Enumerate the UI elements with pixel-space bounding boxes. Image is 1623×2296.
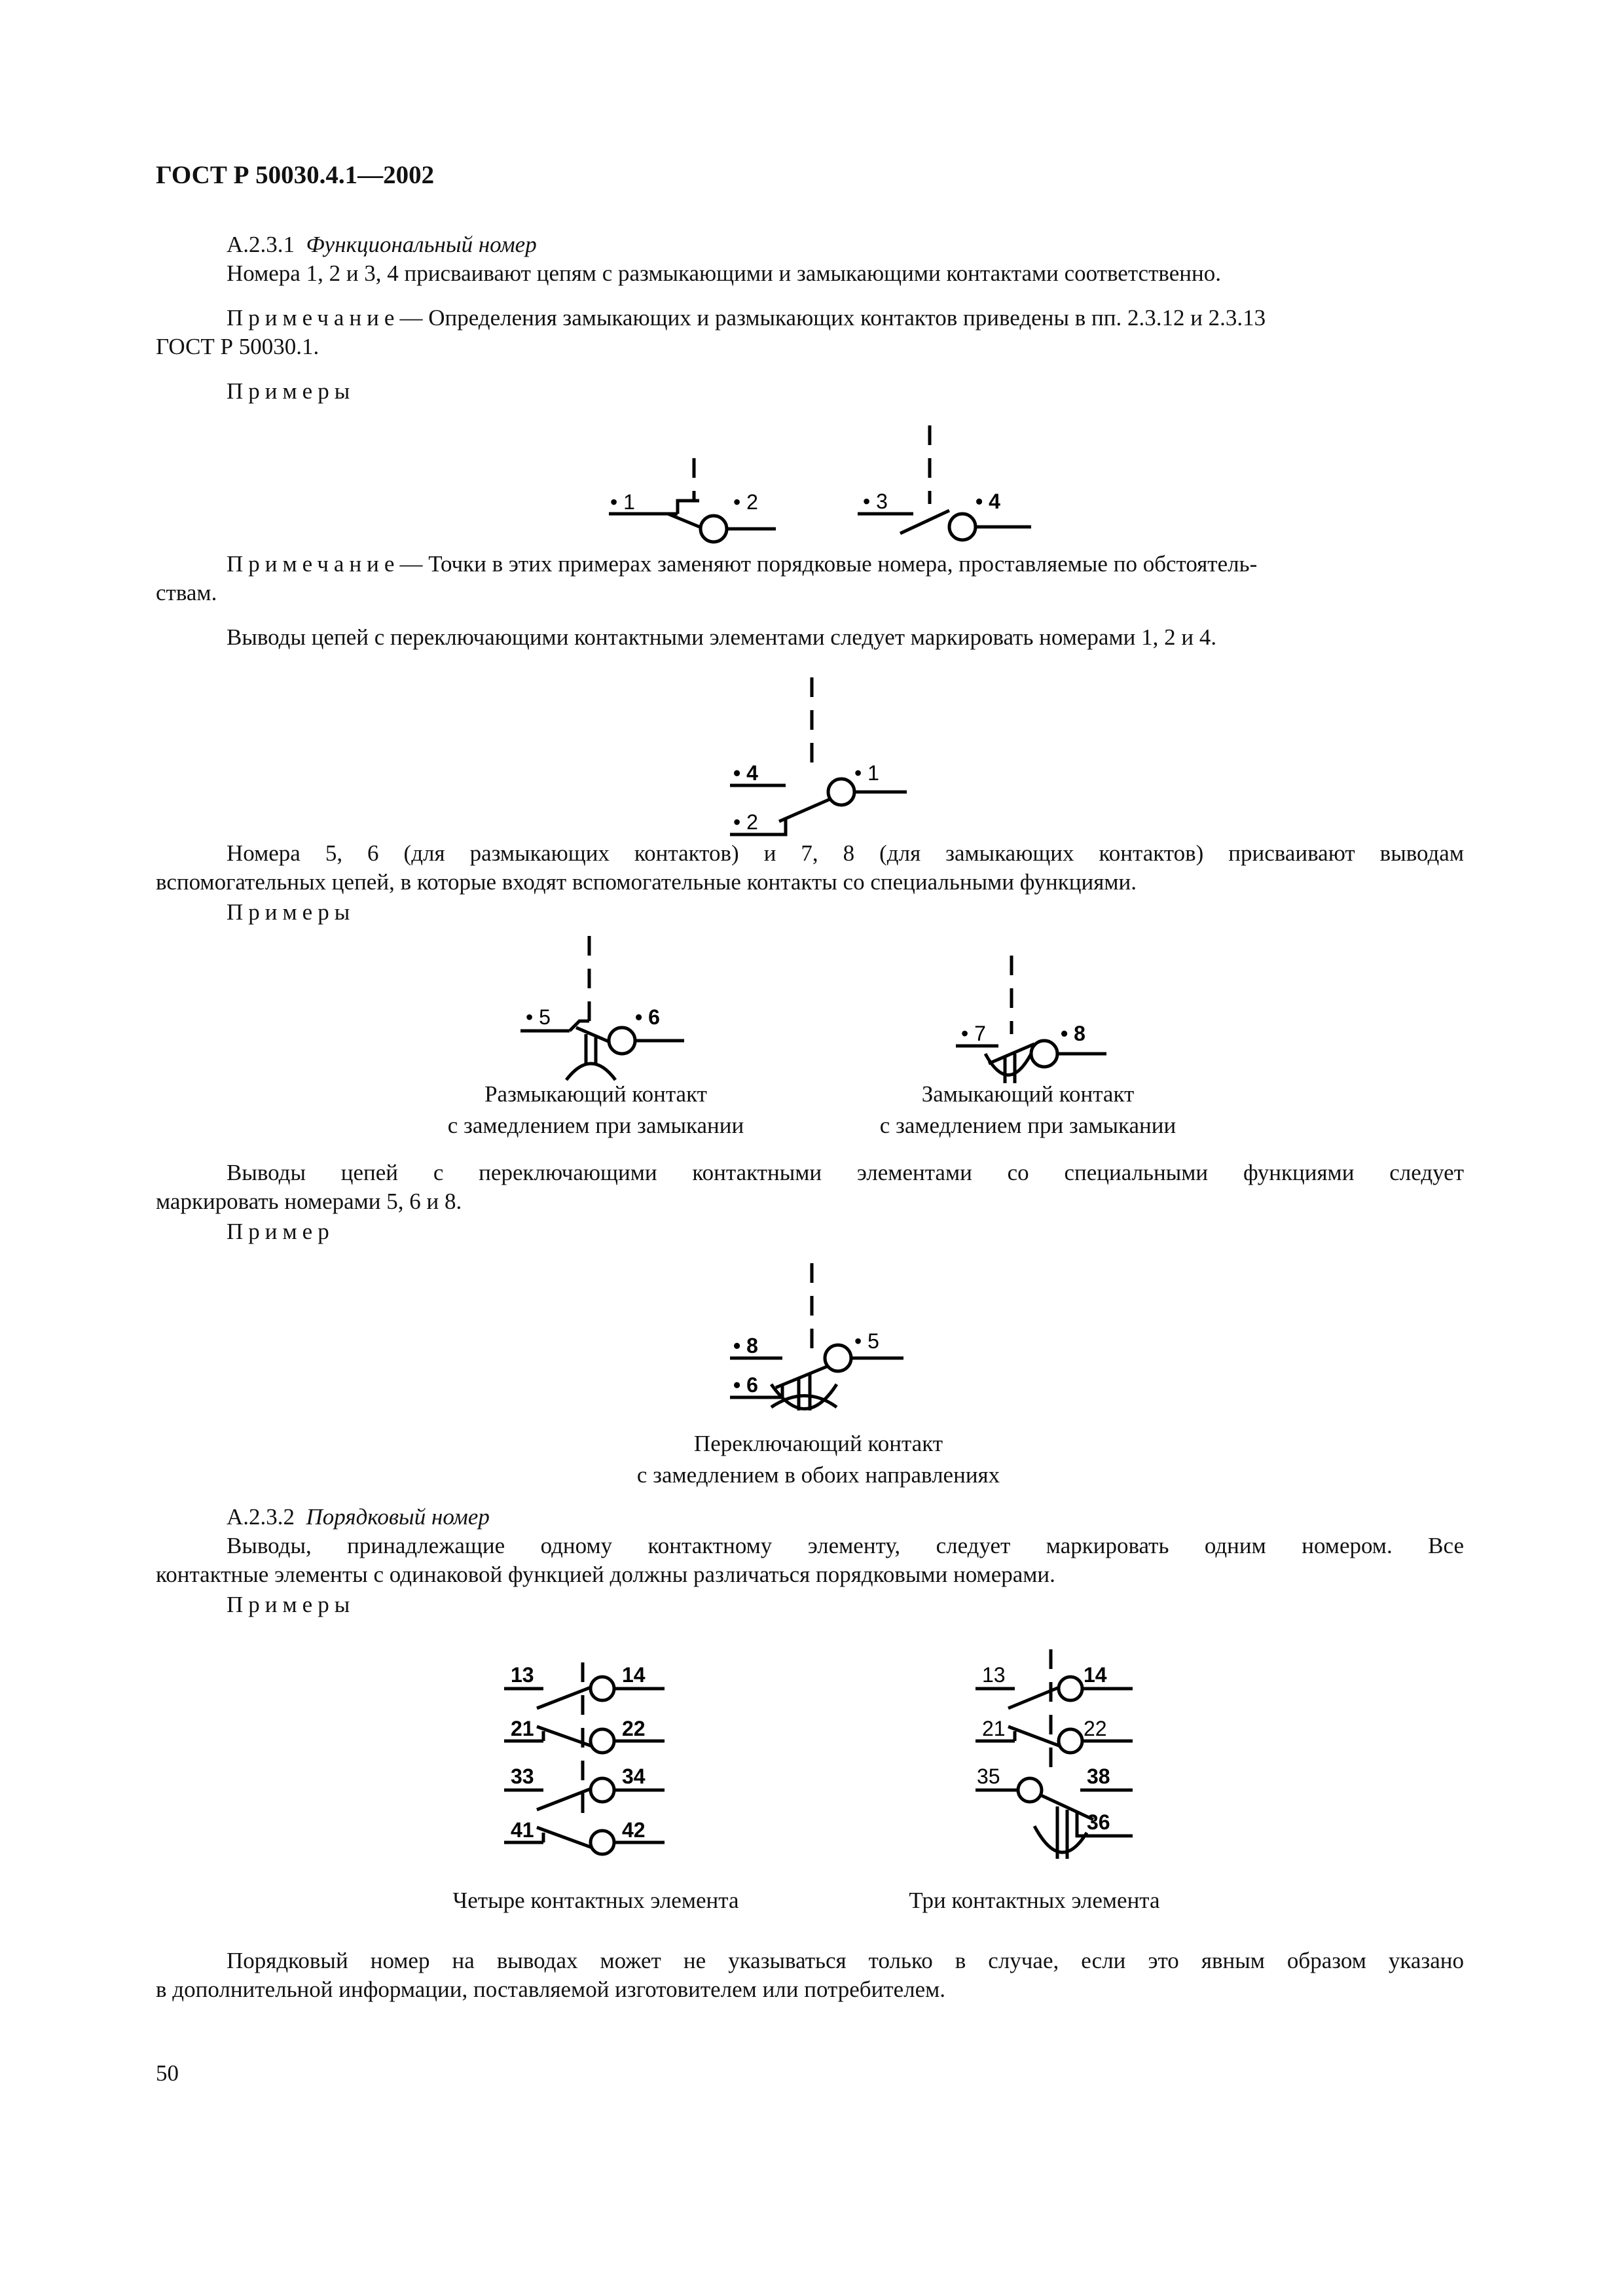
delay-arc	[1034, 1826, 1087, 1852]
contact-pivot	[825, 1345, 851, 1371]
contact-blade	[1008, 1727, 1064, 1748]
paragraph-continuation: в дополнительной информации, поставляемой изготовителем или потребителем.	[156, 1977, 946, 2002]
figure-caption: Замыкающий контакт	[921, 1081, 1135, 1107]
contact-pivot	[1059, 1677, 1082, 1700]
contact-pivot	[591, 1677, 614, 1700]
terminal-label: 41	[511, 1818, 534, 1842]
page-number: 50	[156, 2060, 179, 2086]
section-title: Функциональный номер	[306, 232, 537, 257]
terminal-label: 34	[622, 1765, 646, 1788]
contact-pivot	[591, 1831, 614, 1854]
terminal-label-left: • 1	[610, 490, 635, 514]
terminal-label-left: • 7	[961, 1022, 986, 1045]
paragraph: Выводы цепей с переключающими контактными элементами следует маркировать номерами 1, 2 и 4.	[227, 624, 1217, 650]
terminal-label: 36	[1087, 1810, 1110, 1834]
contact-pivot	[1031, 1041, 1057, 1067]
terminal-label-bottom: • 6	[733, 1373, 758, 1397]
terminal-label-right: • 8	[1061, 1022, 1085, 1045]
contact-pivot	[701, 516, 727, 542]
paragraph: Выводы цепей с переключающими контактными элементами со специальными функциями следует	[227, 1160, 1464, 1185]
terminal-label: 21	[511, 1717, 534, 1740]
terminal-label-top: • 8	[733, 1334, 758, 1357]
four-contact-elements-diagram	[498, 1649, 674, 1859]
terminal-label-top: • 4	[733, 761, 758, 785]
changeover-contact-diagram	[720, 671, 910, 841]
terminal-label: 38	[1087, 1765, 1110, 1788]
contact-stop	[678, 501, 699, 514]
section-number: А.2.3.2	[227, 1504, 295, 1530]
contact-blade	[537, 1685, 596, 1708]
paragraph-continuation: вспомогательных цепей, в которые входят вспомогательные контакты со специальными функциями.	[156, 869, 1137, 895]
figure-caption: Четыре контактных элемента	[452, 1888, 739, 1913]
contact-blade	[537, 1827, 596, 1849]
example-label: Пример	[227, 1219, 335, 1244]
examples-label: Примеры	[227, 1592, 356, 1617]
paragraph-continuation: маркировать номерами 5, 6 и 8.	[156, 1189, 462, 1214]
note-text: — Определения замыкающих и размыкающих контактов приведены в пп. 2.3.12 и 2.3.13	[399, 305, 1266, 331]
three-contact-elements-diagram	[969, 1643, 1139, 1872]
delayed-break-contact-diagram	[514, 929, 691, 1086]
contact-blade	[537, 1787, 596, 1810]
paragraph: Номера 5, 6 (для размыкающих контактов) и 7, 8 (для замыкающих контактов) присваивают выводам	[227, 840, 1464, 866]
note-label: Примечание	[227, 551, 400, 577]
paragraph: Номера 1, 2 и 3, 4 присваивают цепям с размыкающими и замыкающими контактами соответственно.	[227, 260, 1221, 286]
note-continuation: ГОСТ Р 50030.1.	[156, 334, 319, 359]
terminal-label-left: • 5	[526, 1005, 551, 1029]
make-contact-diagram	[851, 419, 1041, 550]
terminal-label-left: • 3	[863, 490, 888, 513]
contact-pivot	[1059, 1729, 1082, 1753]
terminal-label: 14	[622, 1663, 646, 1687]
contact-pivot	[949, 514, 976, 540]
delayed-make-contact-diagram	[949, 949, 1120, 1100]
examples-label: Примеры	[227, 899, 356, 925]
note-continuation: ствам.	[156, 580, 217, 605]
terminal-label: 13	[982, 1663, 1006, 1687]
terminal-label: 14	[1084, 1663, 1107, 1687]
contact-blade	[537, 1727, 596, 1748]
terminal-label: 35	[977, 1765, 1000, 1788]
section-title: Порядковый номер	[306, 1504, 490, 1530]
contact-pivot	[1018, 1778, 1042, 1802]
contact-pivot	[609, 1028, 635, 1054]
section-number: А.2.3.1	[227, 232, 295, 257]
note	[227, 550, 1257, 579]
figure-caption: с замедлением при замыкании	[879, 1113, 1176, 1138]
terminal-label-right: • 4	[976, 490, 1000, 513]
terminal-label: 22	[622, 1717, 646, 1740]
terminal-label: 21	[982, 1717, 1006, 1740]
section-heading-a231	[227, 230, 537, 259]
contact-pivot	[591, 1729, 614, 1753]
figure-caption: Переключающий контакт	[693, 1431, 943, 1456]
terminal-label: 22	[1084, 1717, 1107, 1740]
delay-arc	[566, 1064, 615, 1080]
contact-pivot	[591, 1778, 614, 1802]
delay-arc	[985, 1054, 1031, 1075]
figure-caption: с замедлением в обоих направлениях	[636, 1462, 1000, 1488]
contact-pivot	[828, 779, 854, 805]
delayed-changeover-contact-diagram	[720, 1257, 910, 1440]
terminal-label-bottom: • 2	[733, 810, 758, 834]
paragraph: Выводы, принадлежащие одному контактному элементу, следует маркировать одним номером. Все	[227, 1533, 1464, 1558]
examples-label: Примеры	[227, 378, 356, 404]
paragraph-continuation: контактные элементы с одинаковой функцией должны различаться порядковыми номерами.	[156, 1562, 1055, 1587]
section-heading-a232	[227, 1503, 490, 1532]
terminal-label-right: • 5	[854, 1329, 879, 1353]
terminal-label-right: • 1	[854, 761, 879, 785]
terminal-label: 42	[622, 1818, 646, 1842]
terminal-label: 13	[511, 1663, 534, 1687]
note-text: — Точки в этих примерах заменяют порядковые номера, проставляемые по обстоятель-	[399, 551, 1258, 577]
figure-caption: Три контактных элемента	[909, 1888, 1160, 1913]
figure-caption: с замедлением при замыкании	[447, 1113, 744, 1138]
note-label: Примечание	[227, 305, 400, 331]
terminal-label-right: • 2	[733, 490, 758, 514]
terminal-label-right: • 6	[635, 1005, 660, 1029]
contact-blade	[779, 798, 831, 821]
note	[227, 304, 1266, 332]
break-contact-diagram	[602, 452, 786, 543]
contact-blade	[776, 1365, 831, 1388]
paragraph: Порядковый номер на выводах может не указываться только в случае, если это явным образом указано	[227, 1948, 1464, 1973]
figure-caption: Размыкающий контакт	[484, 1081, 707, 1107]
terminal-label: 33	[511, 1765, 534, 1788]
document-code: ГОСТ Р 50030.4.1—2002	[156, 161, 435, 189]
contact-blade	[1008, 1685, 1064, 1708]
